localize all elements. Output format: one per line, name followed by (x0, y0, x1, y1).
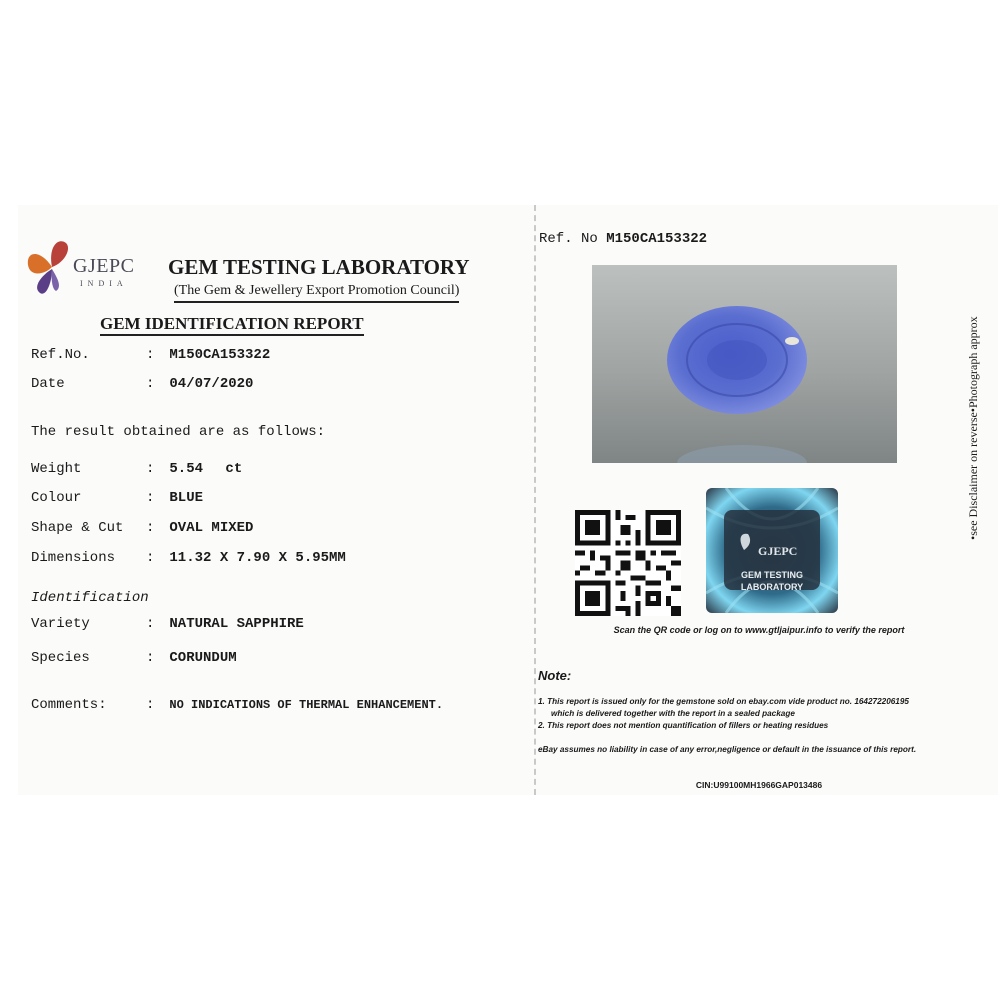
variety-row: Variety : NATURAL SAPPHIRE (31, 616, 304, 632)
gjepc-logo-subtext: INDIA (80, 279, 128, 288)
ref-value: M150CA153322 (169, 347, 271, 363)
hologram-seal (706, 488, 838, 613)
side-disclaimer-text (962, 250, 982, 550)
gemstone-photo (592, 265, 897, 463)
shape-value: OVAL MIXED (169, 520, 254, 536)
report-right-panel (538, 205, 998, 795)
note-line-3: 2. This report does not mention quantification of fillers or heating residues (538, 721, 829, 730)
right-ref-value: M150CA153322 (606, 231, 708, 247)
hologram-line-2: LABORATORY (740, 582, 804, 592)
colour-value: BLUE (169, 490, 204, 506)
colour-row: Colour : BLUE (31, 490, 204, 506)
note-line-4: eBay assumes no liability in case of any error,negligence or default in the issuance of this report. (538, 745, 917, 754)
gjepc-logo-text: GJEPC (73, 255, 135, 277)
identification-heading: Identification (31, 590, 149, 606)
species-label: Species (31, 650, 90, 666)
perforation-divider (534, 205, 536, 795)
cin-number: CIN:U99100MH1966GAP013486 (695, 780, 823, 790)
qr-code-icon (575, 510, 681, 616)
shape-row: Shape & Cut : OVAL MIXED (31, 520, 254, 536)
date-label: Date (31, 376, 65, 392)
right-ref-row (539, 231, 707, 247)
scan-instruction: Scan the QR code or log on to www.gtljaipur.info to verify the report (613, 625, 905, 635)
shape-label: Shape & Cut (31, 520, 124, 536)
dimensions-row: Dimensions : 11.32 X 7.90 X 5.95MM (31, 550, 346, 566)
ref-row: Ref.No. : M150CA153322 (31, 347, 271, 363)
ref-label: Ref.No. (31, 347, 90, 363)
lab-subtitle: (The Gem & Jewellery Export Promotion Council) (174, 283, 459, 303)
note-line-2: which is delivered together with the report in a sealed package (551, 709, 795, 718)
report-card (18, 205, 998, 795)
comments-value: NO INDICATIONS OF THERMAL ENHANCEMENT. (169, 698, 444, 712)
dimensions-label: Dimensions (31, 550, 116, 566)
hologram-logo-text: GJEPC (758, 544, 798, 558)
weight-label: Weight (31, 461, 82, 477)
weight-row: Weight : 5.54 ct (31, 461, 243, 477)
hologram-line-1: GEM TESTING (740, 570, 803, 580)
species-row: Species : CORUNDUM (31, 650, 237, 666)
report-title: GEM IDENTIFICATION REPORT (100, 314, 364, 336)
intro-text: The result obtained are as follows: (31, 424, 326, 440)
date-row: Date : 04/07/2020 (31, 376, 254, 392)
weight-unit: ct (225, 461, 243, 477)
colour-label: Colour (31, 490, 82, 506)
species-value: CORUNDUM (169, 650, 237, 666)
side-disclaimer-label: •see Disclaimer on reverse•Photograph approx (966, 316, 980, 540)
variety-label: Variety (31, 616, 90, 632)
note-line-1: 1. This report is issued only for the gemstone sold on ebay.com vide product no. 164272206195 (538, 697, 909, 706)
right-ref-label: Ref. No (539, 231, 598, 247)
weight-value: 5.54 (169, 461, 204, 477)
dimensions-value: 11.32 X 7.90 X 5.95MM (169, 550, 346, 566)
comments-label: Comments: (31, 697, 107, 713)
report-left-panel (18, 205, 523, 795)
date-value: 04/07/2020 (169, 376, 254, 392)
comments-row: Comments: : NO INDICATIONS OF THERMAL ENHANCEMENT. (31, 697, 444, 713)
variety-value: NATURAL SAPPHIRE (169, 616, 304, 632)
note-heading: Note: (538, 668, 572, 683)
lab-title: GEM TESTING LABORATORY (168, 255, 470, 279)
